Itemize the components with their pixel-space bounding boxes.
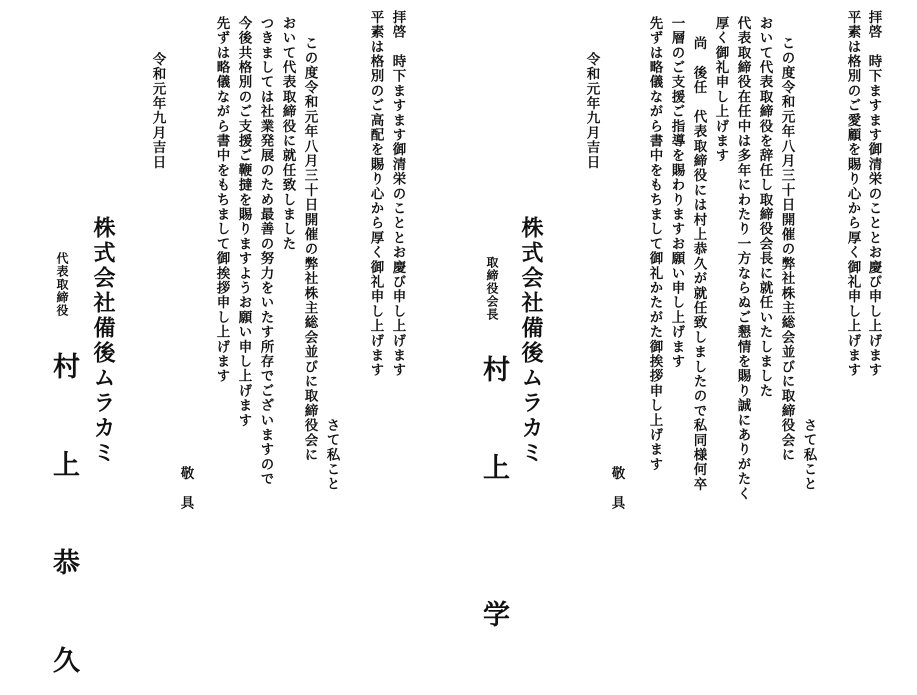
letter-a-date: 令和元年九月吉日	[583, 52, 600, 170]
letter-a-body-line: 代表取締役在任中は多年にわたり一方ならぬご懇情を賜り誠にありがたく	[734, 16, 751, 502]
letter-a-body-line: おいて代表取締役を辞任し取締役会長に就任いたしました	[756, 16, 773, 399]
letter-b-position: 代表取締役	[55, 252, 69, 317]
letter-b-company: 株式会社備後ムラカミ	[90, 216, 116, 466]
letter-a-body-line: さて私こと	[800, 418, 817, 492]
letter-a-body-line: 尚 後任 代表取締役には村上恭久が就任致しましたので私同様何卒	[690, 36, 707, 492]
letter-b-body-line: 先ずは略儀ながら書中をもちまして御挨拶申し上げます	[213, 16, 230, 384]
letter-b-body-line: 今後共格別のご支援ご鞭撻を賜りますようお願い申し上げます	[235, 16, 252, 428]
letter-a-body-line: 平素は格別のご愛顧を賜り心から厚く御礼申し上げます	[844, 10, 861, 378]
letter-a-body-line: 先ずは略儀ながら書中をもちまして御礼かたがた御挨拶申し上げます	[646, 16, 663, 472]
letter-b-date: 令和元年九月吉日	[149, 52, 166, 170]
letter-a-body-line: この度令和元年八月三十日開催の弊社株主総会並びに取締役会に	[778, 36, 795, 463]
letter-b-body-line: さて私こと	[323, 418, 340, 492]
letter-a-closing: 敬 具	[608, 466, 625, 511]
letter-a-signatory: 村 上 学	[478, 355, 509, 649]
letter-a-position: 取締役会長	[485, 256, 499, 321]
letter-b-body-line: つきましては社業発展のため最善の努力をいたす所存でございますので	[257, 16, 274, 487]
letter-a-company: 株式会社備後ムラカミ	[518, 216, 544, 466]
letter-b-opening: 拝啓 時下ますます御清栄のこととお慶び申し上げます	[389, 10, 406, 378]
letter-a-body-line: 厚く御礼申し上げます	[712, 16, 729, 163]
letter-b-body-line: 平素は格別のご高配を賜り心から厚く御礼申し上げます	[367, 10, 384, 378]
letter-a-opening: 拝啓 時下ますます御清栄のこととお慶び申し上げます	[865, 10, 882, 378]
letter-b-body-line: この度令和元年八月三十日開催の弊社株主総会並びに取締役会に	[301, 36, 318, 463]
letter-b-body-line: おいて代表取締役に就任致しました	[279, 16, 296, 252]
letter-a-body-line: 一層のご支援ご指導を賜わりますお願い申し上げます	[668, 16, 685, 369]
letter-b-closing: 敬 具	[177, 466, 194, 511]
letter-b-signatory: 村 上 恭 久	[48, 352, 79, 695]
